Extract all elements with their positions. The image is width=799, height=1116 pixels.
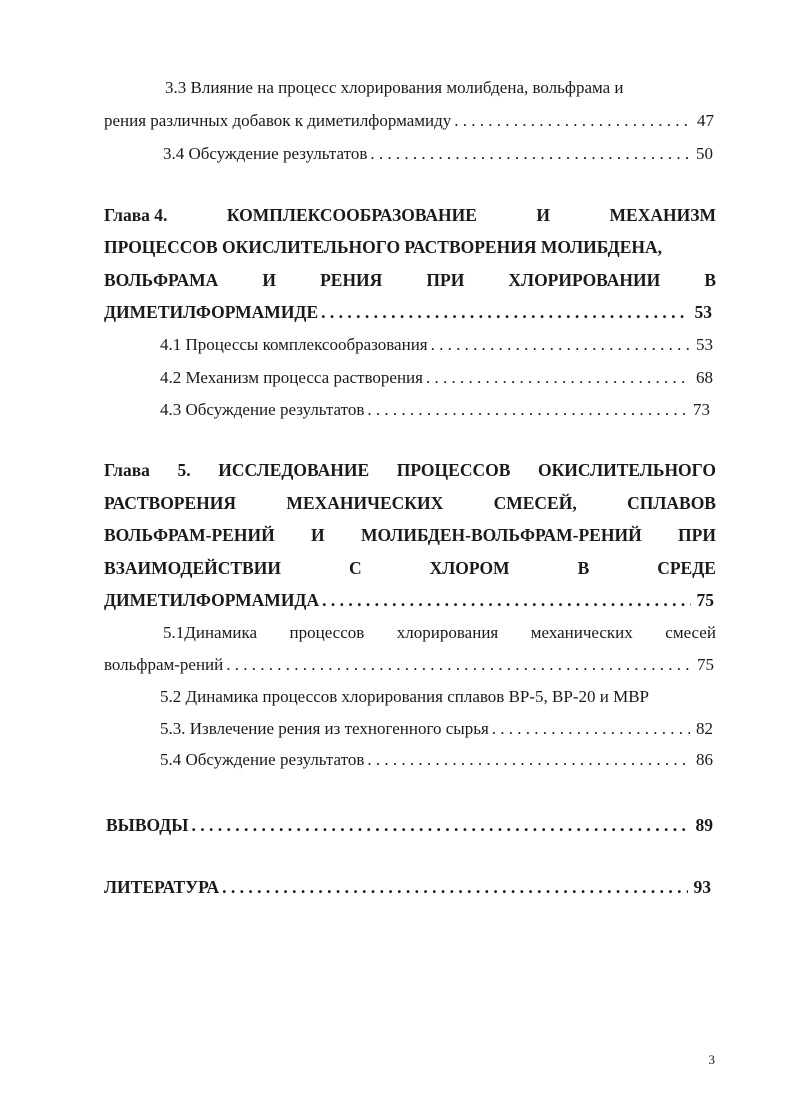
leader-dots [370, 144, 690, 164]
chapter-4-line1[interactable]: Глава 4. КОМПЛЕКСООБРАЗОВАНИЕ И МЕХАНИЗМ [104, 205, 716, 225]
page-ref: 53 [694, 302, 712, 322]
toc-3-3-entry[interactable] [104, 111, 714, 131]
page-ref: 68 [696, 368, 713, 387]
leader-dots [426, 368, 690, 388]
page-ref: 50 [696, 144, 713, 163]
toc-5-4-entry[interactable] [160, 750, 713, 770]
toc-4-1-entry[interactable] [160, 335, 713, 355]
leader-dots [321, 302, 688, 323]
page-ref: 82 [696, 719, 713, 738]
leader-dots [454, 111, 691, 131]
toc-3-3-line2: рения различных добавок к диметилформамиду [104, 111, 452, 130]
page-ref: 73 [693, 400, 710, 419]
leader-dots [492, 719, 690, 739]
leader-dots [192, 815, 690, 836]
toc-entry-title: 3.4 Обсуждение результатов [163, 144, 368, 163]
page-ref: 47 [697, 111, 714, 130]
chapter-5-line4: ВЗАИМОДЕЙСТВИИ С ХЛОРОМ В СРЕДЕ [104, 558, 716, 578]
toc-4-2-entry[interactable] [160, 368, 713, 388]
toc-entry-title: 4.2 Механизм процесса растворения [160, 368, 423, 387]
toc-literature-entry[interactable]: ЛИТЕРАТУРА . . . 93 [104, 877, 711, 898]
toc-entry-title: 4.3 Обсуждение результатов [160, 400, 365, 419]
toc-3-3-line1: 3.3 Влияние на процесс хлорирования молибдена, вольфрама и [165, 78, 624, 97]
chapter-5-line3: ВОЛЬФРАМ-РЕНИЙ И МОЛИБДЕН-ВОЛЬФРАМ-РЕНИЙ ПРИ [104, 525, 716, 545]
chapter-5-line1[interactable]: Глава 5. ИССЛЕДОВАНИЕ ПРОЦЕССОВ ОКИСЛИТЕЛЬНОГО [104, 460, 716, 480]
toc-4-3-entry[interactable] [160, 400, 710, 420]
leader-dots [226, 655, 691, 675]
leader-dots [367, 400, 687, 420]
chapter-4-line2: ПРОЦЕССОВ ОКИСЛИТЕЛЬНОГО РАСТВОРЕНИЯ МОЛИБДЕНА, [104, 237, 662, 257]
toc-3-4-entry[interactable] [163, 144, 713, 164]
page-ref: 75 [697, 655, 714, 674]
toc-conclusions-entry[interactable]: ВЫВОДЫ . . . 89 [106, 815, 713, 836]
chapter-5-line5: ДИМЕТИЛФОРМАМИДА . . . 75 [104, 590, 714, 611]
toc-entry-title: 5.3. Извлечение рения из техногенного сырья [160, 719, 489, 738]
page-ref: 53 [696, 335, 713, 354]
leader-dots [222, 877, 687, 898]
toc-entry-title: 4.1 Процессы комплексообразования [160, 335, 428, 354]
page-ref: 86 [696, 750, 713, 769]
page-ref: 93 [693, 877, 711, 897]
chapter-4-line3: ВОЛЬФРАМА И РЕНИЯ ПРИ ХЛОРИРОВАНИИ В [104, 270, 716, 290]
toc-entry-title: 5.4 Обсуждение результатов [160, 750, 365, 769]
toc-5-1-line2[interactable]: вольфрам-рений . . . 75 [104, 655, 714, 675]
leader-dots [431, 335, 690, 355]
toc-5-2-entry[interactable]: 5.2 Динамика процессов хлорирования сплавов ВР-5, ВР-20 и МВР [160, 687, 649, 706]
leader-dots [322, 590, 690, 611]
toc-5-1-line1[interactable]: 5.1Динамика процессов хлорирования механических смесей [163, 623, 716, 642]
page-ref: 89 [695, 815, 713, 835]
chapter-5-line2: РАСТВОРЕНИЯ МЕХАНИЧЕСКИХ СМЕСЕЙ, СПЛАВОВ [104, 493, 716, 513]
page-number: 3 [708, 1052, 715, 1067]
chapter-4-line4: ДИМЕТИЛФОРМАМИДЕ . . . 53 [104, 302, 712, 323]
toc-5-3-entry[interactable] [160, 719, 713, 739]
leader-dots [367, 750, 690, 770]
page-ref: 75 [696, 590, 714, 610]
